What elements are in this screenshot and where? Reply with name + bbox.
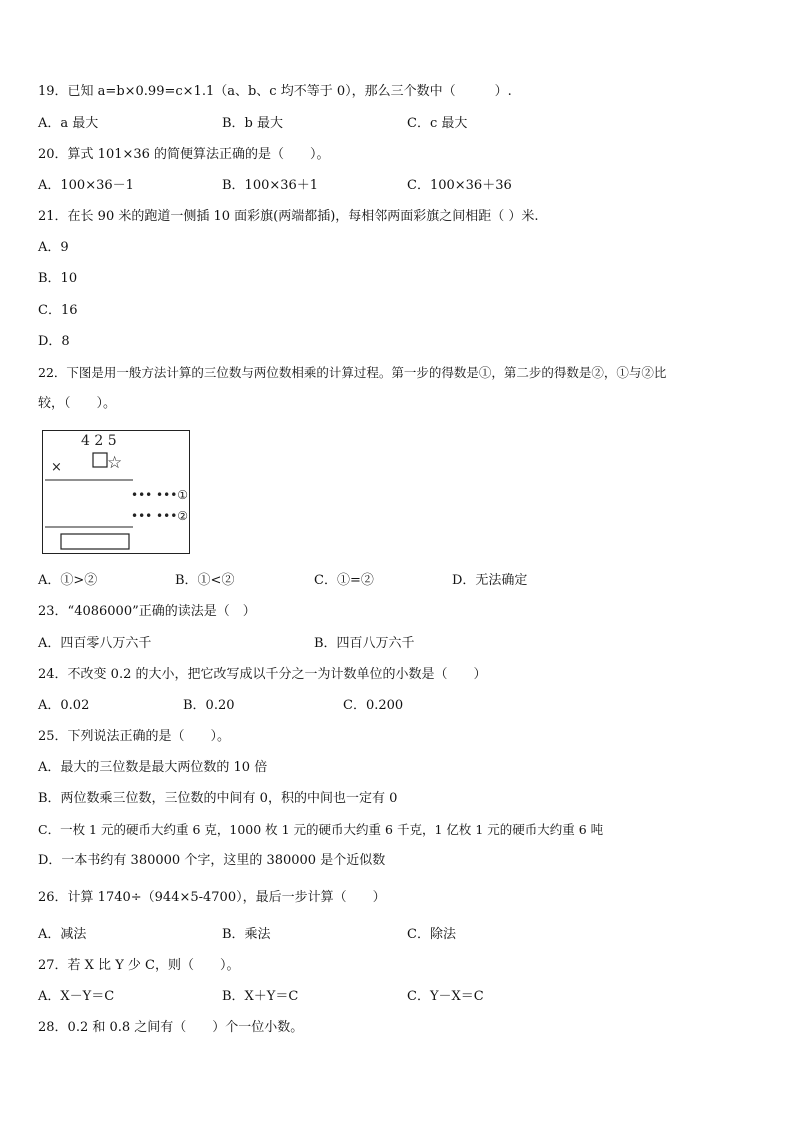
q21-option-b: B．10 <box>38 271 78 286</box>
q23-option-b: B．四百八万六千 <box>314 636 415 651</box>
question-26-stem: 26．计算 1740÷（944×5-4700），最后一步计算（ ） <box>38 890 386 905</box>
multiplication-figure <box>42 430 190 554</box>
fig-step2-label: ••• •••② <box>131 509 189 523</box>
q21-option-a: A．9 <box>38 240 69 255</box>
q21-option-c: C．16 <box>38 303 78 318</box>
fig-result-box <box>61 534 129 549</box>
q26-option-b: B．乘法 <box>222 927 271 942</box>
question-25-stem: 25．下列说法正确的是（ ）。 <box>38 729 231 744</box>
q26-option-c: C．除法 <box>407 927 456 942</box>
question-27-stem: 27．若 X 比 Y 少 C，则（ ）。 <box>38 958 240 973</box>
q20-option-a: A．100×36－1 <box>38 178 134 193</box>
q27-option-b: B．X＋Y＝C <box>222 989 299 1004</box>
q19-option-b: B．b 最大 <box>222 116 284 131</box>
q19-option-c: C．c 最大 <box>407 116 468 131</box>
q19-option-a: A．a 最大 <box>38 116 99 131</box>
question-22-stem-line1: 22．下图是用一般方法计算的三位数与两位数相乘的计算过程。第一步的得数是①，第二步的得数是②，①与②比 <box>38 365 667 380</box>
fig-multiplicand: 4 2 5 <box>81 433 117 449</box>
q25-option-a: A．最大的三位数是最大两位数的 10 倍 <box>38 760 268 775</box>
fig-times-sign: × <box>51 460 62 475</box>
q20-option-c: C．100×36＋36 <box>407 178 512 193</box>
q22-option-a: A．①>② <box>38 573 98 588</box>
q24-option-a: A．0.02 <box>38 698 90 713</box>
question-19-stem: 19．已知 a=b×0.99=c×1.1（a、b、c 均不等于 0），那么三个数中（ ）. <box>38 84 512 99</box>
question-28-stem: 28．0.2 和 0.8 之间有（ ）个一位小数。 <box>38 1020 304 1035</box>
q27-option-a: A．X－Y＝C <box>38 989 115 1004</box>
question-20-stem: 20．算式 101×36 的简便算法正确的是（ ）。 <box>38 147 330 162</box>
q24-option-b: B．0.20 <box>183 698 235 713</box>
fig-star-icon: ☆ <box>107 453 123 473</box>
q25-option-c: C．一枚 1 元的硬币大约重 6 克，1000 枚 1 元的硬币大约重 6 千克，1 亿枚 1 元的硬币大约重 6 吨 <box>38 822 604 837</box>
question-21-stem: 21．在长 90 米的跑道一侧插 10 面彩旗(两端都插)，每相邻两面彩旗之间相距（ ）米. <box>38 209 539 224</box>
q25-option-d: D．一本书约有 380000 个字，这里的 380000 是个近似数 <box>38 853 386 868</box>
q21-option-d: D．8 <box>38 334 70 349</box>
q24-option-c: C．0.200 <box>343 698 404 713</box>
fig-step1-label: ••• •••① <box>131 488 189 502</box>
q22-option-b: B．①<② <box>175 573 235 588</box>
question-24-stem: 24．不改变 0.2 的大小，把它改写成以千分之一为计数单位的小数是（ ） <box>38 667 487 682</box>
question-23-stem: 23．“4086000”正确的读法是（ ） <box>38 604 256 619</box>
q20-option-b: B．100×36＋1 <box>222 178 319 193</box>
q23-option-a: A．四百零八万六千 <box>38 636 152 651</box>
q22-option-c: C．①=② <box>314 573 374 588</box>
q22-option-d: D．无法确定 <box>452 573 528 588</box>
q27-option-c: C．Y－X＝C <box>407 989 484 1004</box>
q25-option-b: B．两位数乘三位数，三位数的中间有 0，积的中间也一定有 0 <box>38 791 398 806</box>
fig-square-box <box>93 453 107 467</box>
question-22-stem-line2: 较，（ ）。 <box>38 396 117 411</box>
q26-option-a: A．减法 <box>38 927 87 942</box>
